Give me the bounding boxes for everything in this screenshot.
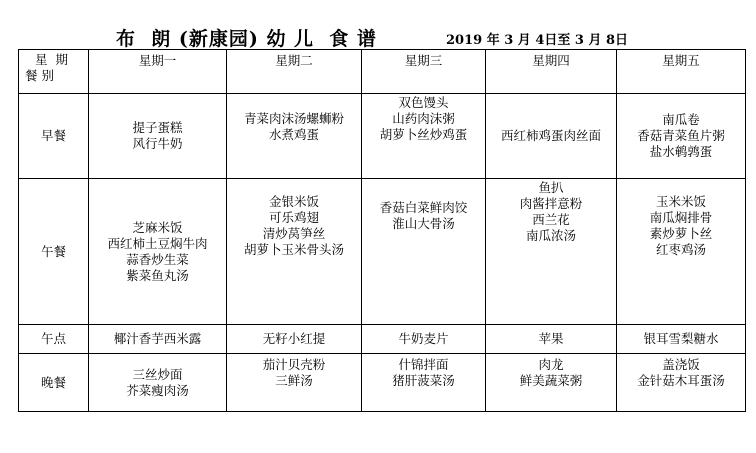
dish: 三鲜汤 <box>275 373 313 388</box>
dish: 胡萝卜玉米骨头汤 <box>243 242 344 257</box>
dish: 椰汁香芋西米露 <box>113 331 202 346</box>
dish: 香菇青菜鱼片粥 <box>637 128 725 143</box>
dish: 苹果 <box>538 331 564 346</box>
table-row-snack <box>19 325 746 354</box>
dish: 南瓜卷 <box>662 112 700 127</box>
dish: 芥菜瘦肉汤 <box>126 382 189 398</box>
menu-cell-lunch-fri <box>617 179 746 325</box>
menu-cell-breakfast-mon <box>89 94 227 179</box>
dish: 南瓜浓汤 <box>525 228 576 243</box>
corner-header-cell <box>19 50 89 94</box>
dish: 盐水鹌鹑蛋 <box>649 144 713 159</box>
table-row-lunch <box>19 179 746 325</box>
dish: 芝麻米饭 <box>132 219 183 235</box>
dish: 胡萝卜丝炒鸡蛋 <box>379 127 468 142</box>
weekly-menu-table <box>18 49 746 412</box>
dish: 银耳雪梨糖水 <box>643 331 719 346</box>
dish: 金银米饭 <box>268 194 319 209</box>
dish: 淮山大骨汤 <box>392 216 455 231</box>
dish: 肉龙 <box>538 357 564 372</box>
dish: 什锦拌面 <box>398 357 449 372</box>
dish: 无籽小红提 <box>262 331 326 346</box>
dish: 牛奶麦片 <box>398 331 449 346</box>
dish: 水煮鸡蛋 <box>268 127 319 142</box>
dish: 青菜肉沫汤螺蛳粉 <box>243 111 344 126</box>
menu-cell-lunch-mon <box>89 179 227 325</box>
dish: 香菇白菜鲜肉饺 <box>379 200 468 215</box>
dish: 金针菇木耳蛋汤 <box>637 373 725 388</box>
day-header-mon: 星期一 <box>89 50 227 94</box>
dish: 素炒萝卜丝 <box>649 226 713 241</box>
menu-cell-dinner-tue <box>227 354 362 412</box>
dish: 鱼扒 <box>538 180 564 195</box>
dish: 鲜美蔬菜粥 <box>519 373 583 388</box>
day-header-thu: 星期四 <box>486 50 617 94</box>
dish: 红枣鸡汤 <box>655 242 706 257</box>
menu-cell-breakfast-fri <box>617 94 746 179</box>
menu-cell-dinner-wed <box>362 354 486 412</box>
dish: 盖浇饭 <box>662 357 700 372</box>
meal-label-lunch: 午餐 <box>19 179 89 325</box>
dish: 南瓜焖排骨 <box>649 210 713 225</box>
dish: 猪肝菠菜汤 <box>392 373 455 388</box>
meal-label-dinner: 晚餐 <box>19 354 89 412</box>
dish: 提子蛋糕 <box>132 120 183 135</box>
table-header-row <box>19 50 746 94</box>
table-row-breakfast <box>19 94 746 179</box>
menu-cell-snack-thu <box>486 325 617 354</box>
dish: 山药肉沫粥 <box>392 111 455 126</box>
menu-cell-breakfast-thu <box>486 94 617 179</box>
dish: 肉酱拌意粉 <box>519 196 583 211</box>
day-header-fri: 星期五 <box>617 50 746 94</box>
dish: 蒜香炒生菜 <box>126 251 189 267</box>
menu-cell-breakfast-wed <box>362 94 486 179</box>
menu-cell-snack-fri <box>617 325 746 354</box>
dish: 西兰花 <box>532 212 570 227</box>
menu-cell-dinner-thu <box>486 354 617 412</box>
menu-cell-snack-tue <box>227 325 362 354</box>
corner-meal-label: 餐 别 <box>25 68 54 83</box>
menu-cell-dinner-mon <box>89 354 227 412</box>
dish: 玉米米饭 <box>655 194 706 209</box>
dish: 清炒莴笋丝 <box>262 226 326 241</box>
menu-cell-snack-wed <box>362 325 486 354</box>
dish: 茄汁贝壳粉 <box>262 357 326 372</box>
dish: 风行牛奶 <box>132 136 183 151</box>
day-header-tue: 星期二 <box>227 50 362 94</box>
meal-label-snack: 午点 <box>19 325 89 354</box>
menu-title: 布 朗 (新康园) 幼 儿 食 谱 <box>116 28 377 50</box>
meal-label-breakfast: 早餐 <box>19 94 89 179</box>
dish: 紫菜鱼丸汤 <box>126 267 189 283</box>
menu-cell-lunch-wed <box>362 179 486 325</box>
dish: 双色馒头 <box>398 95 449 110</box>
menu-cell-lunch-tue <box>227 179 362 325</box>
corner-week-label: 星 期 <box>35 52 68 67</box>
dish: 三丝炒面 <box>132 366 183 382</box>
menu-cell-breakfast-tue <box>227 94 362 179</box>
menu-cell-dinner-fri <box>617 354 746 412</box>
table-row-dinner <box>19 354 746 412</box>
dish: 西红柿土豆焖牛肉 <box>107 235 208 251</box>
dish: 可乐鸡翅 <box>268 210 319 225</box>
day-header-wed: 星期三 <box>362 50 486 94</box>
dish: 西红柿鸡蛋肉丝面 <box>500 128 601 143</box>
menu-cell-snack-mon <box>89 325 227 354</box>
menu-cell-lunch-thu <box>486 179 617 325</box>
date-range: 2019 年 3 月 4日至 3 月 8日 <box>446 33 629 48</box>
